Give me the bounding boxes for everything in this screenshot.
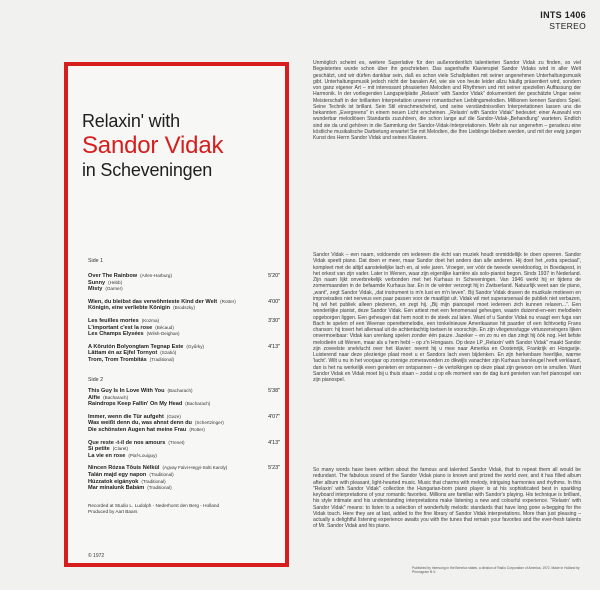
track-composer: (Traditional): [141, 478, 166, 484]
track-title: Nincen Rózsa Tõuis Nélkül: [88, 465, 160, 472]
copyright: © 1972: [88, 553, 105, 559]
track-row: [88, 299, 280, 306]
track-row: [88, 453, 280, 460]
title-line-3: in Scheveningen: [82, 160, 213, 180]
track-row: [88, 420, 280, 427]
track-composer: (Bacharach): [185, 401, 211, 407]
track-composer: (Kozma): [141, 317, 160, 323]
side1-label: Side 1: [88, 258, 104, 264]
side1-tracklist: [88, 273, 280, 364]
track-title: Immer, wenn die Tür aufgeht: [88, 413, 164, 420]
track-composer: (Claret): [112, 446, 129, 452]
track-composer: (Gyűrky): [186, 343, 205, 349]
track-title: Talán majd egy napon: [88, 471, 147, 478]
track-row: [88, 273, 280, 280]
track-composer: (Gaze): [166, 413, 181, 419]
track-row: [88, 395, 280, 402]
track-row: [88, 465, 280, 472]
track-composer: (Bacharach): [103, 394, 129, 400]
track-title: Si petite: [88, 446, 110, 453]
track-composer: (Traditional): [149, 471, 174, 477]
recording-credits: [88, 503, 219, 515]
track-duration: 4'07": [268, 413, 280, 420]
track-title: L'important c'est la rose: [88, 324, 153, 331]
track-composer: (Traditional): [147, 485, 172, 491]
track-title: Die schönsten Augen hat meine Frau: [88, 426, 187, 433]
track-row: [88, 414, 280, 421]
title-line-1: Relaxin' with: [82, 111, 180, 131]
title-line-2: Sandor Vidak: [82, 132, 224, 159]
track-composer: (Garner): [105, 286, 123, 292]
track-title: Misty: [88, 286, 103, 293]
track-row: [88, 485, 280, 492]
track-title: Was weißt denn du, was ahnst denn du: [88, 420, 192, 427]
track-title: Sunny: [88, 279, 106, 286]
footer-fineprint: Published by Intersong in the Benelux states, a division of Radio Corporation of America, 1972. Made in Holland by Phonogram B.V.: [412, 566, 580, 575]
track-composer: (Szabó): [160, 350, 177, 356]
track-composer: (Piaf-Louiguy): [128, 452, 157, 458]
track-duration: 4'00": [268, 298, 280, 305]
track-row: [88, 344, 280, 351]
side2-tracklist: [88, 388, 280, 492]
track-title: Lāttam én az Ejfel Tornyot: [88, 350, 158, 357]
catalog-number: INTS 1406: [540, 10, 586, 20]
track-row: [88, 350, 280, 357]
track-row: [88, 357, 280, 364]
track-row: [88, 479, 280, 486]
track-title: La vie en rose: [88, 452, 126, 459]
track-composer: (Bécaud): [155, 324, 174, 330]
track-title: Que reste -t-il de nos amours: [88, 439, 166, 446]
track-composer: (Wilsh-Deighan): [146, 331, 180, 337]
track-composer: (Schertzinger): [194, 420, 224, 426]
track-duration: 5'20": [268, 273, 280, 279]
track-row: [88, 440, 280, 447]
track-composer: (Traditional): [149, 356, 175, 362]
track-title: This Guy Is In Love With You: [88, 388, 165, 394]
liner-notes-english: [313, 467, 581, 530]
track-row: [88, 318, 280, 325]
track-row: [88, 331, 280, 338]
track-row: [88, 280, 280, 287]
side2-label: Side 2: [88, 377, 104, 383]
recording-location: Recorded at Studio L. Ludolph - Nederhorst den Berg - Holland: [88, 503, 220, 508]
track-composer: (Arlen-Harburg): [140, 273, 173, 278]
track-duration: 5'23": [268, 465, 280, 472]
catalog-block: [540, 10, 586, 32]
track-row: [88, 286, 280, 293]
stereo-label: STEREO: [549, 21, 586, 31]
track-title: Les Champs Elysées: [88, 331, 144, 338]
liner-notes-dutch: [313, 252, 581, 383]
track-duration: 4'13": [268, 343, 280, 350]
producer: Produced by Aart Baars: [88, 509, 138, 514]
track-composer: (Hebb): [108, 279, 123, 285]
track-title: Trom, Trom Trombitás: [88, 356, 147, 363]
track-composer: (Rotter): [189, 426, 205, 432]
tracklist-panel: [64, 62, 289, 567]
track-composer: (Trenet): [168, 439, 185, 445]
track-title: Les feuilles mortes: [88, 317, 139, 324]
track-row: [88, 446, 280, 453]
track-row: [88, 305, 280, 312]
track-title: Over The Rainbow: [88, 273, 138, 279]
track-title: Alfie: [88, 394, 101, 401]
track-title: Húzzatok eigányok: [88, 478, 139, 485]
liner-notes-english-text: So many words have been written about the famous and talented Sandor Vidak, that to repeat them all would be redundant. The fabulous sound of the Sandor Vidak piano is known and prized the world over, and it has filled album after album with pleasant, light-hearted music. Music that charms with melody, intriguing harmonies and rhythms. In this "Relaxin' with Sandor Vidak" collection the Hungarian-born piano player is at his sophisticated best in sparkling keyboard interpretations of your romantic favorites. Millions are familiar with Sandor's playing. His technique is brilliant, his style intimate and his understanding interpretations make listening a new and colourful experience. "Relaxin' with Sandor Vidak" means: to listen to a selection of wonderfully melodic standards that have long gone a-begging for the Vidak touch. Here they are at last, added to the fine library of Sandor Vidak interpretations. More than just pleasing – actually a delightful listening experience awaits you with the tunes that remain your favorites and the ever-fresh talents of Mr. Sandor Vidak and his piano.: [313, 467, 581, 530]
track-composer: (Bacharach): [167, 388, 193, 393]
track-title: A Kõrutón Bolyongtam Tegnap Este: [88, 343, 184, 350]
track-duration: 5'38": [268, 388, 280, 394]
track-row: [88, 401, 280, 408]
liner-notes-german-text: Unmöglich scheint es, weitere Superlative für den außerordentlich talentierten Sandor Vidak zu finden, so viel Begeistertes wurde schon über ihn geschrieben. Das sagenhafte Klavierspiel Sandor Vidaks wird in aller Welt geschätzt, und wir dürfen dankbar sein, daß es schon viele Schallplatten mit seiner angenehmen Unterhaltungsmusik gibt. Unterhaltungsmusik jedoch nicht der banalen Art, wie sie von heute leider allzu häufig präsentiert wird, sondern von ganz eigener Art – mit interessant phrasierten Melodien und Rhythmen und mit seiner speziellen Auffassung der Harmonik. In der vorliegenden Langspielplatte „Relaxin' with Sandor Vidak“ dokumentiert der geschätzte Ungar seine Meisterschaft in der brillanten Interpretation unserer romantischen Lieblingsmelodien. Millionen kennen Sandors Spiel. Seine Technik ist brillant. Sein Stil einschmeichelnd, und seine verständnisvollen Interpretationen lassen uns die bekannten „Evergreens“ in einem neuen Licht erscheinen. „Relaxin' with Sandor Vidak“ bedeutet: einer Auswahl von wunderbar melodiösen Standards zuzuhören, die schon lange auf die Sandor-Vidak-„Behandlung“ warteten. Endlich sind sie da und gehören in die Sammlung der Sandor-Vidak-Interpretationen. Mehr als nur angenehm – geradezu eine köstliche musikalische Darbietung erwartet Sie mit Melodien, die Ihre Lieblinge bleiben werden, und mit der ewig jungen Kunst des Herrn Sandor Vidak und seines Klaviers.: [313, 60, 581, 141]
liner-notes-german: [313, 60, 581, 141]
track-title: Mar minalunk Babám: [88, 485, 145, 492]
track-composer: (Rotter): [220, 298, 236, 304]
track-title: Wien, du bleibst das verwöhnteste Kind der Welt: [88, 298, 218, 305]
track-row: [88, 427, 280, 434]
track-row: [88, 472, 280, 479]
track-composer: (Brodszky): [173, 305, 196, 311]
track-title: Raindrops Keep Fallin' On My Head: [88, 401, 183, 408]
track-duration: 4'13": [268, 439, 280, 446]
track-composer: (Agvay Falvi-Hegyi-Solti Karoly): [162, 465, 228, 471]
track-row: [88, 388, 280, 395]
track-title: Königin, eine verliebte Königin: [88, 305, 171, 312]
album-title: [82, 110, 223, 181]
track-row: [88, 325, 280, 332]
liner-notes-dutch-text: Sandor Vidak – een naam, voldoende om iedereen die écht van muziek houdt onmiddellijk te doen opveren. Sandor Vidak speelt piano. Dat doen er meer, maar Sandor doet het anders dan alle anderen. Hij doet het „extra speciaal“, kompleet met de altijd aanstekelijke lach en, al vele jaren. Vroeger, ver vóór de tweede wereldoorlog, in Boedapest, in het orkest van zijn vader. Later in Wenen, waar zijn eigenlijke karrière als solo-pianist begon. Sinds 1937 in Nederland. Zijn naam lijkt onverbrekelijk verbonden met het Kurhaus in Scheveningen. Van 1946 werkt hij er tijdens de zomermaanden in de befaamde Kurhaus bar. En in de winter verzorgt hij in Zwitserland. Natuurlijk weet aan de piano, „want“, zegt Sandor Vidak, „dat instrument is m'n lust en m'n leven“. Bij Sandor Vidak draven de muzikale motieven en improvisaties niet nerveus een paar passen voor de maatlijst uit. Vidak wil met superarsenaal de publiek niet verbazen, hij wil het publiek alleen plezieren, en zegt hij. „Bij mijn pianospel moet iedereen zich kunnen relaxen...“. Een wonderlijke pianist, deze Sandor Vidak. Een artiest met een fenomenaal geheugen, waarin duizend-en-een melodieën opgeborgen liggen. Een geheugen dat hem nooit in de steek zal laten. Want of u Sandor Vidak nu vraagt een fuga van Bach te spelen of een Weense operettemelodie, een tonkelnieuwe Amerikaanse hit paarder of een lichtvoetig Frans chanson: hij tovert het allemaal uit de achtentachtig toetsen te voorschijn. En zijn vliegensvlugge virtuozenvingers lijken onvermoeibaar: Vidak kan urenlang spelen zonder één pauze. Jazeker – en zo nu en dan zingt hij óók nog. Het liefste melodieën uit Wenen, maar als u hem hebt – op z'n Hongaars. Op deze LP „Relaxin' with Sandor Vidak“ maakt Sandor zijn zoveelste snelvlucht over het klavier: neemt hij u mee naar Amerika en Oostenrijk, Frankrijk en Hongarije. Luisterend naar deze plezierige plaat moet u er Sandors lach even bijdenken. En zijn herkenbare heerlijke, warme 'lacht'. Wilt u nu in het voorjaar op zonnige zomeravonden zo dikwijls vanachter zijn Kurhaus barvleugel heeft verklaard, dan is het nu werkelijk even genieten en ontspannen – de vertolkingen op deze plaat zijn gewoon om te smullen. Want Sandor Vidak en Vidak moet bij u thuis staan – zodat u op elk moment van de dag kunt genieten van het pianospel van zijn pianospel.: [313, 252, 581, 383]
track-duration: 3'30": [268, 317, 280, 324]
